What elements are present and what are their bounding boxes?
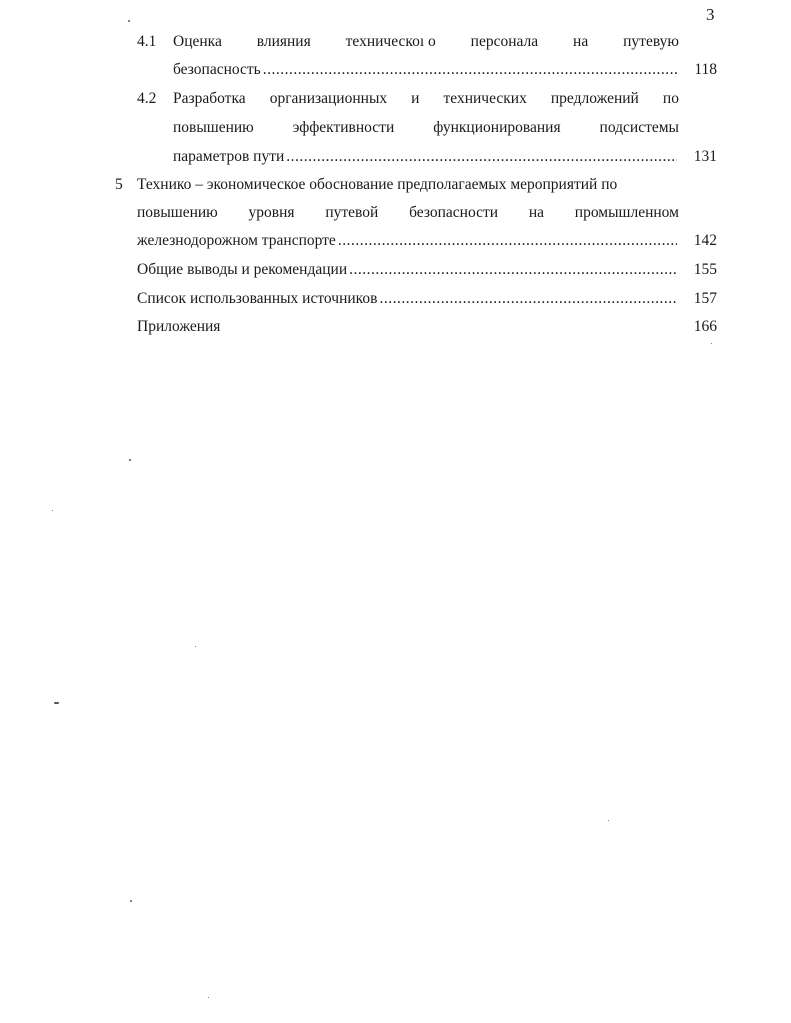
entry-title-line: Оценка влияния техническоı о персонала на путевую — [173, 33, 679, 50]
entry-title-line: Разработка организационных и технических предложений по — [173, 90, 679, 107]
entry-title-line: повышению эффективности функционирования подсистемы — [173, 119, 679, 136]
entry-title-line-leader: железнодорожном транспорте ..... — [137, 230, 679, 252]
entry-page-number: 142 — [693, 232, 717, 249]
entry-page-number: 155 — [693, 261, 717, 278]
dot-leader — [263, 59, 677, 81]
scan-speck — [54, 702, 59, 704]
page-number: 3 — [706, 5, 715, 24]
dot-leader — [349, 259, 677, 281]
section-number: 5 — [115, 176, 123, 193]
entry-title-line-leader: параметров пути ..... — [173, 146, 679, 168]
scan-speck — [711, 343, 712, 344]
scan-speck — [52, 510, 53, 511]
section-number: 4.2 — [137, 90, 157, 107]
entry-page-number: 157 — [693, 290, 717, 307]
scan-speck — [195, 646, 196, 647]
scan-speck — [130, 900, 132, 902]
entry-page-number: 131 — [693, 148, 717, 165]
scan-speck — [608, 820, 609, 821]
entry-title-line: Технико – экономическое обоснование предполагаемых мероприятий по — [137, 176, 618, 193]
entry-page-number: 166 — [693, 318, 717, 335]
entry-title-line-leader: Общие выводы и рекомендации ..... — [137, 259, 679, 281]
dot-leader — [379, 288, 677, 310]
entry-title-line-leader: безопасность ..... — [173, 59, 679, 81]
dot-leader — [338, 230, 677, 252]
section-number: 4.1 — [137, 33, 157, 50]
entry-title-line: Приложения — [137, 318, 221, 335]
entry-title-line-leader: Список использованных источников ..... — [137, 288, 679, 310]
entry-page-number: 118 — [694, 61, 717, 78]
dot-leader — [286, 146, 677, 168]
entry-title-line: повышению уровня путевой безопасности на промышленном — [137, 204, 679, 221]
scan-speck — [128, 20, 130, 22]
scan-speck — [208, 997, 209, 998]
scan-speck — [129, 459, 131, 461]
